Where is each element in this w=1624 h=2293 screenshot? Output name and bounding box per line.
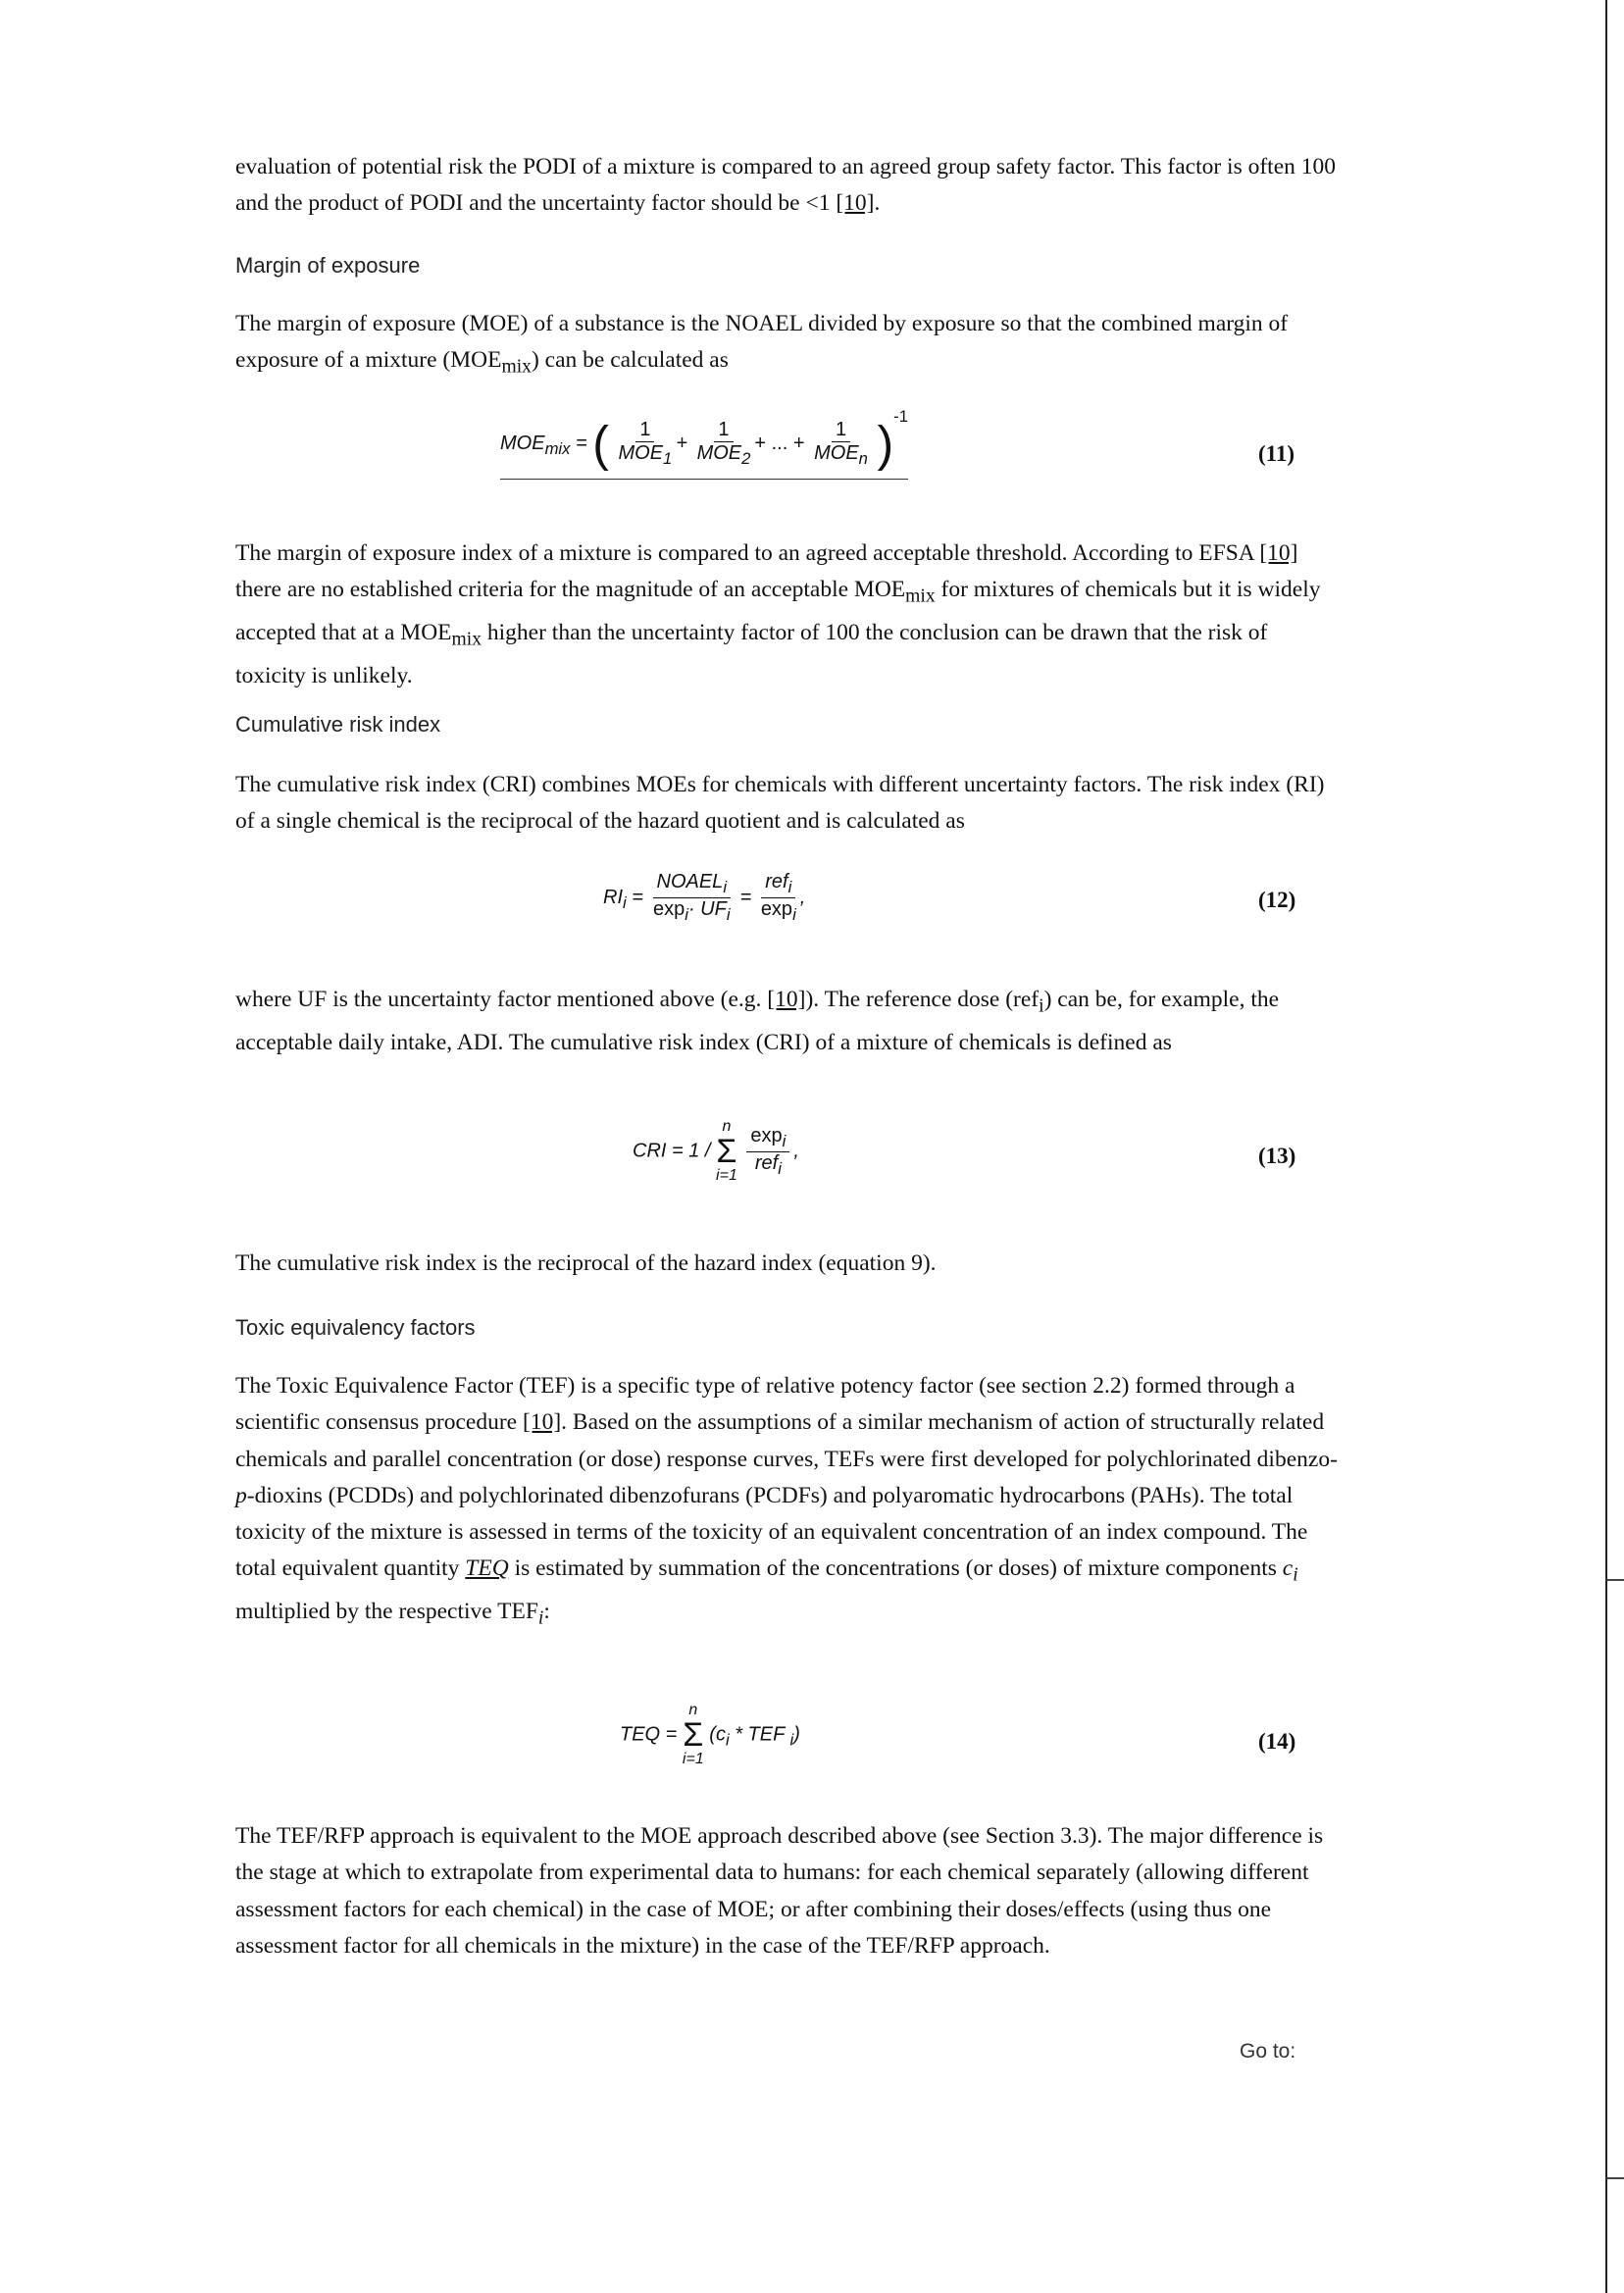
paragraph-tef: The Toxic Equivalence Factor (TEF) is a specific type of relative potency factor (see section 2.2) formed through a scientific consensus procedure [10]. Based on the assumptions of a similar mechanism of action of structurally related chemicals and parallel concentration (or dose) response curves, TEFs were first developed for polychlorinated dibenzo-p-dioxins (PCDDs) and polychlorinated dibenzofurans (PCDFs) and polyaromatic hydrocarbons (PAHs). The total toxicity of the mixture is assessed in terms of the toxicity of an equivalent concentration of an index compound. The total equivalent quantity TEQ is estimated by summation of the concentrations (or doses) of mixture components $c_i$ multiplied by the respective $TEF_i$: [235, 1373, 1338, 1630]
reference-link[interactable]: [10] [767, 987, 806, 1012]
equation-13: CRI = 1 / n Σ i=1 $\frac{\exp_i}{ref_i}$ , [633, 1118, 799, 1184]
reference-link[interactable]: [10] [1259, 540, 1298, 566]
page-edge-line [1605, 0, 1607, 2293]
equation-number-14: (14) [1258, 1729, 1296, 1754]
go-to-link[interactable]: Go to: [1240, 2040, 1296, 2063]
paragraph-moe: The margin of exposure (MOE) of a substance is the NOAEL divided by exposure so that the combined margin of exposure of a mixture $(MOE_{mix})$ can be calculated as [235, 311, 1289, 378]
paragraph-moe-threshold: The margin of exposure index of a mixture is compared to an agreed acceptable threshold. According to EFSA [10] there are no established criteria for the magnitude of an acceptable $MOE_{mix}$ for mixtures of chemicals but it is widely accepted that at a $MOE_{mix}$ higher than the uncertainty factor of 100 the conclusion can be drawn that the risk of toxicity is unlikely. [235, 540, 1321, 689]
paragraph-cri: The cumulative risk index (CRI) combines MOEs for chemicals with different uncertainty factors. The risk index (RI) of a single chemical is the reciprocal of the hazard quotient and is calculated as [235, 772, 1325, 835]
heading-toxic-equivalency-factors: Toxic equivalency factors [235, 1315, 476, 1340]
equation-number-11: (11) [1258, 441, 1295, 466]
paragraph-reference-dose: where UF is the uncertainty factor mentioned above (e.g. [10]). The reference dose (ref$_i$) can be, for example, the acceptable daily intake, ADI. The cumulative risk index (CRI) of a mixture of chemicals is defined as [235, 987, 1280, 1055]
heading-margin-of-exposure: Margin of exposure [235, 253, 421, 278]
paragraph-podi: evaluation of potential risk the PODI of a mixture is compared to an agreed group safety factor. This factor is often 100 and the product of PODI and the uncertainty factor should be <1 [10]. [235, 154, 1337, 217]
page-edge-tick [1607, 2177, 1624, 2179]
paragraph-tef-rfp: The TEF/RFP approach is equivalent to the MOE approach described above (see Section 3.3). The major difference is the stage at which to extrapolate from experimental data to humans: for each chemical separately (allowing different assessment factors for each chemical) in the case of MOE; or after combining their doses/effects (using thus one assessment factor for all chemicals in the mixture) in the case of the TEF/RFP approach. [235, 1823, 1324, 1959]
equation-11: $MOE_{mix}$ = ( $\frac{1}{MOE_1}$ + $\frac{1}{MOE_2}$ + ... + $\frac{1}{MOE_n}$ )$^{-1}$ [500, 407, 908, 480]
equation-12: $RI_i$ = $\frac{NOAEL_i}{\exp_i\cdot UF_i}$ = $\frac{ref_i}{\exp_i}$ , [603, 871, 806, 924]
page-edge-tick [1607, 1579, 1624, 1581]
heading-cumulative-risk-index: Cumulative risk index [235, 712, 441, 737]
reference-link[interactable]: [10] [523, 1409, 562, 1436]
paragraph-cri-reciprocal: The cumulative risk index is the reciprocal of the hazard index (equation 9). [235, 1250, 937, 1276]
equation-number-12: (12) [1258, 888, 1296, 912]
equation-14: TEQ = n Σ i=1 ($c_i$ * TEF $_i$) [620, 1702, 800, 1767]
reference-link[interactable]: [10] [836, 190, 875, 217]
equation-number-13: (13) [1258, 1144, 1296, 1168]
